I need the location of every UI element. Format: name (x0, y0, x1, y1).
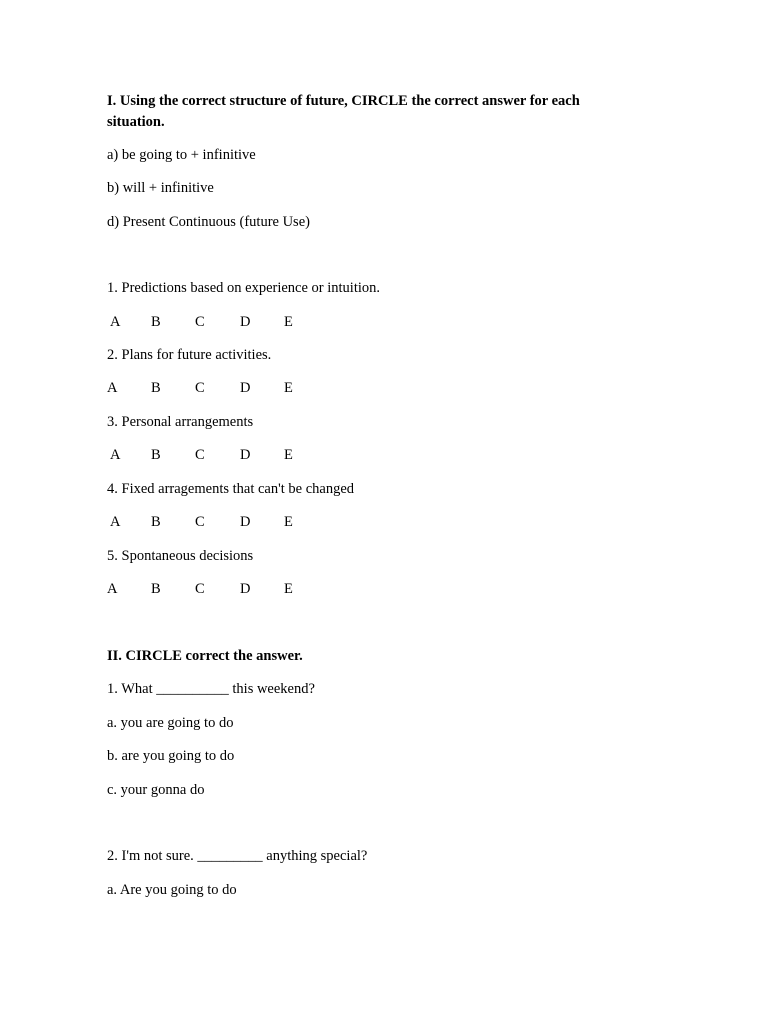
q1-answer-a[interactable]: a. you are going to do (107, 715, 234, 731)
choice-d: d) Present Continuous (future Use) (107, 214, 310, 230)
section1-question-4: 4. Fixed arragements that can't be changed (107, 481, 355, 497)
option-a[interactable]: A (110, 447, 121, 463)
option-a[interactable]: A (107, 581, 118, 597)
option-a[interactable]: A (110, 514, 121, 530)
choice-a: a) be going to + infinitive (107, 147, 256, 163)
option-d[interactable]: D (240, 514, 251, 530)
section1-question-5: 5. Spontaneous decisions (107, 548, 254, 564)
option-b[interactable]: B (151, 447, 161, 463)
section1-heading-line2: situation. (107, 114, 165, 130)
option-a[interactable]: A (110, 314, 121, 330)
option-e[interactable]: E (284, 380, 293, 396)
option-c[interactable]: C (195, 581, 205, 597)
option-c[interactable]: C (195, 314, 205, 330)
option-d[interactable]: D (240, 447, 251, 463)
option-c[interactable]: C (195, 514, 205, 530)
section2-heading: II. CIRCLE correct the answer. (107, 648, 303, 664)
option-e[interactable]: E (284, 314, 293, 330)
option-d[interactable]: D (240, 581, 251, 597)
choice-b: b) will + infinitive (107, 180, 214, 196)
section1-question-3: 3. Personal arrangements (107, 414, 254, 430)
option-b[interactable]: B (151, 314, 161, 330)
option-b[interactable]: B (151, 380, 161, 396)
section2-question-2: 2. I'm not sure. _________ anything special? (107, 848, 368, 864)
option-e[interactable]: E (284, 514, 293, 530)
option-c[interactable]: C (195, 447, 205, 463)
option-e[interactable]: E (284, 447, 293, 463)
option-d[interactable]: D (240, 314, 251, 330)
option-a[interactable]: A (107, 380, 118, 396)
section1-question-1: 1. Predictions based on experience or intuition. (107, 280, 381, 296)
section2-question-1: 1. What __________ this weekend? (107, 681, 315, 697)
option-e[interactable]: E (284, 581, 293, 597)
option-c[interactable]: C (195, 380, 205, 396)
q1-answer-b[interactable]: b. are you going to do (107, 748, 235, 764)
option-b[interactable]: B (151, 581, 161, 597)
section1-heading-line1: I. Using the correct structure of future, CIRCLE the correct answer for each (107, 93, 580, 109)
option-b[interactable]: B (151, 514, 161, 530)
q2-answer-a[interactable]: a. Are you going to do (107, 882, 237, 898)
q1-answer-c[interactable]: c. your gonna do (107, 782, 205, 798)
section1-question-2: 2. Plans for future activities. (107, 347, 272, 363)
option-d[interactable]: D (240, 380, 251, 396)
